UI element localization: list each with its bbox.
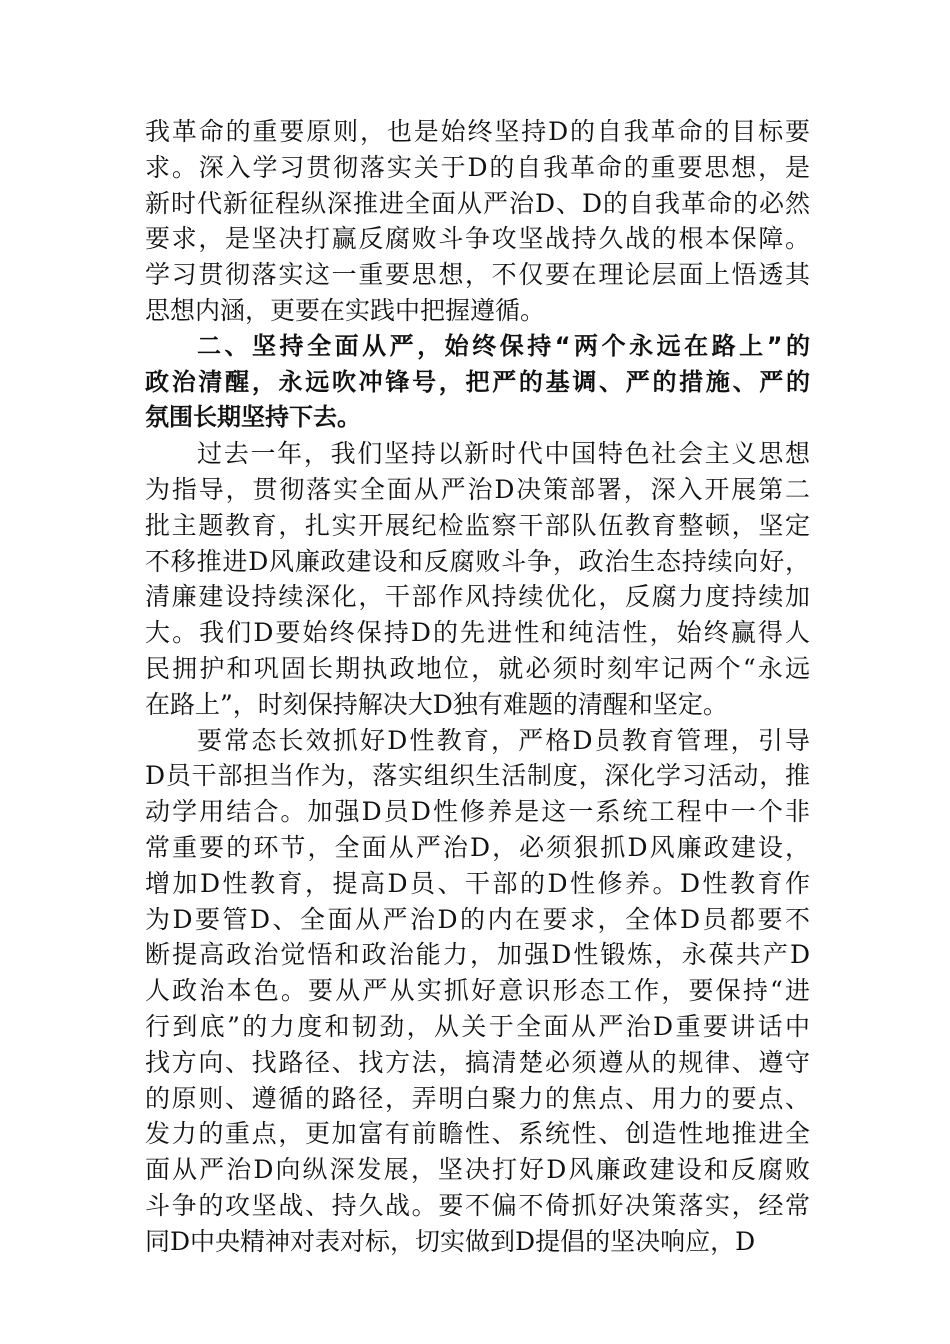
text-line: 清廉建设持续深化，干部作风持续优化，反腐力度持续加 bbox=[145, 582, 810, 612]
text-line: 要常态长效抓好D性教育，严格D员教育管理，引导 bbox=[197, 725, 810, 755]
text-line: 氛围长期坚持下去。 bbox=[145, 403, 361, 432]
text-line: 批主题教育，扎实开展纪检监察干部队伍教育整顿，坚定 bbox=[145, 510, 810, 540]
text-line: 我革命的重要原则，也是始终坚持D的自我革命的目标要 bbox=[145, 117, 810, 146]
section-heading bbox=[145, 329, 810, 436]
text-line: 学习贯彻落实这一重要思想，不仅要在理论层面上悟透其 bbox=[145, 260, 810, 290]
text-line: 求。深入学习贯彻落实关于D的自我革命的重要思想，是 bbox=[145, 152, 810, 182]
text-line: 在路上”，时刻保持解决大D独有难题的清醒和坚定。 bbox=[145, 689, 728, 719]
body-paragraph bbox=[145, 436, 810, 722]
text-line: 行到底”的力度和韧劲，从关于全面从严治D重要讲话中 bbox=[145, 1011, 810, 1041]
text-line: 思想内涵，更要在实践中把握遵循。 bbox=[145, 295, 546, 325]
document-body bbox=[145, 114, 810, 1260]
text-line: 二、坚持全面从严，始终保持“两个永远在路上”的 bbox=[197, 331, 810, 360]
text-line: D员干部担当作为，落实组织生活制度，深化学习活动，推 bbox=[145, 761, 810, 791]
text-line: 同D中央精神对表对标，切实做到D提倡的坚决响应，D bbox=[145, 1226, 756, 1256]
text-line: 斗争的攻坚战、持久战。要不偏不倚抓好决策落实，经常 bbox=[145, 1190, 810, 1220]
text-line: 增加D性教育，提高D员、干部的D性修养。D性教育作 bbox=[145, 868, 810, 898]
text-line: 发力的重点，更加富有前瞻性、系统性、创造性地推进全 bbox=[145, 1119, 810, 1149]
text-line: 要求，是坚决打赢反腐败斗争攻坚战持久战的根本保障。 bbox=[145, 224, 810, 254]
body-paragraph bbox=[145, 723, 810, 1260]
text-line: 过去一年，我们坚持以新时代中国特色社会主义思想 bbox=[197, 439, 810, 469]
text-line: 大。我们D要始终保持D的先进性和纯洁性，始终赢得人 bbox=[145, 618, 810, 648]
text-line: 找方向、找路径、找方法，搞清楚必须遵从的规律、遵守 bbox=[145, 1047, 810, 1077]
text-line: 常重要的环节，全面从严治D，必须狠抓D风廉政建设， bbox=[145, 832, 810, 862]
text-line: 不移推进D风廉政建设和反腐败斗争，政治生态持续向好， bbox=[145, 546, 810, 576]
text-line: 面从严治D向纵深发展，坚决打好D风廉政建设和反腐败 bbox=[145, 1155, 810, 1185]
body-paragraph bbox=[145, 114, 810, 329]
text-line: 新时代新征程纵深推进全面从严治D、D的自我革命的必然 bbox=[145, 188, 810, 218]
text-line: 民拥护和巩固长期执政地位，就必须时刻牢记两个“永远 bbox=[145, 653, 810, 683]
text-line: 为指导，贯彻落实全面从严治D决策部署，深入开展第二 bbox=[145, 474, 810, 504]
text-line: 为D要管D、全面从严治D的内在要求，全体D员都要不 bbox=[145, 904, 810, 934]
text-line: 人政治本色。要从严从实抓好意识形态工作，要保持“进 bbox=[145, 976, 810, 1006]
text-line: 政治清醒，永远吹冲锋号，把严的基调、严的措施、严的 bbox=[145, 367, 810, 396]
text-line: 断提高政治觉悟和政治能力，加强D性锻炼，永葆共产D bbox=[145, 940, 810, 970]
text-line: 的原则、遵循的路径，弄明白聚力的焦点、用力的要点、 bbox=[145, 1083, 810, 1113]
text-line: 动学用结合。加强D员D性修养是这一系统工程中一个非 bbox=[145, 797, 810, 827]
